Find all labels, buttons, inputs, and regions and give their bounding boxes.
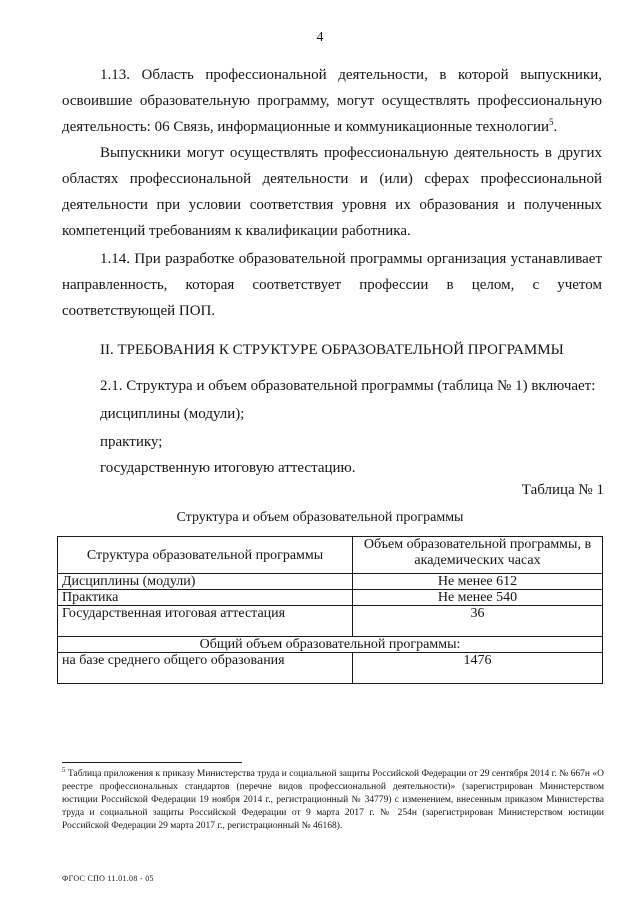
page-number: 4 (316, 30, 324, 45)
paragraph-graduates: Выпускники могут осуществлять профессиональную деятельность в других областях профессиональной деятельности и (или) сферах профессиональной деятельности при условии соответствия уровня их образования и полученных компетенций требованиям к квалификации работника. (62, 145, 602, 239)
row-name: Государственная итоговая аттестация (58, 606, 353, 637)
table-total-label-row (58, 637, 603, 653)
table-caption: Структура и объем образовательной программы (176, 510, 464, 525)
table-row (58, 574, 603, 590)
row-value: Не менее 540 (353, 590, 603, 606)
list-item-disciplines: дисциплины (модули); (100, 406, 245, 422)
list-item-practice: практику; (100, 434, 163, 450)
row-value: 1476 (353, 653, 603, 684)
header-structure: Структура образовательной программы (58, 537, 353, 574)
table-row (58, 606, 603, 637)
header-volume: Объем образовательной программы, в академических часах (353, 537, 603, 574)
table-label: Таблица № 1 (521, 482, 604, 498)
row-name: на базе среднего общего образования (58, 653, 353, 684)
total-label: Общий объем образовательной программы: (58, 637, 603, 653)
paragraph-1-14: 1.14. При разработке образовательной программы организация устанавливает направленность, которая соответствует профессии в целом, с учетом соответствующей ПОП. (62, 251, 602, 319)
list-item-attestation: государственную итоговую аттестацию. (100, 460, 356, 476)
footnote-divider (62, 762, 242, 763)
paragraph-1-13 (62, 62, 602, 140)
footnote-text: Таблица приложения к приказу Министерства труда и социальной защиты Российской Федерации от 29 сентября 2014 г. № 667н «О реестре профессиональных стандартов (перечне видов профессиональной деятельности)» (зарегистрирован Министерством юстиции Российской Федерации 19 ноября 2014 г., регистрационный № 34779) с изменением, внесенным приказом Министерства труда и социальной защиты Российской Федерации от 9 марта 2017 г. № 254н (зарегистрирован Министерством юстиции Российской Федерации 29 марта 2017 г., регистрационный № 46168). (62, 769, 605, 831)
row-value: Не менее 612 (353, 574, 603, 590)
row-name: Практика (58, 590, 353, 606)
paragraph-2-1: 2.1. Структура и объем образовательной программы (таблица № 1) включает: (100, 378, 596, 394)
footnote (62, 765, 605, 833)
footnote-ref: 5 (549, 117, 554, 127)
row-name: Дисциплины (модули) (58, 574, 353, 590)
paragraph-1-13-text: 1.13. Область профессиональной деятельности, в которой выпускники, освоившие образовательную программу, могут осуществлять профессиональную деятельность: 06 Связь, информационные и коммуникационные технологии (62, 67, 602, 135)
table-header-row (58, 537, 603, 574)
document-code: ФГОС СПО 11.01.08 - 05 (62, 874, 154, 883)
footnote-mark: 5 (62, 765, 66, 774)
table-row (58, 653, 603, 684)
table-row (58, 590, 603, 606)
section-heading: II. ТРЕБОВАНИЯ К СТРУКТУРЕ ОБРАЗОВАТЕЛЬНОЙ ПРОГРАММЫ (100, 342, 564, 358)
structure-table (57, 536, 603, 684)
row-value: 36 (353, 606, 603, 637)
paragraph-1-13-end: . (553, 119, 558, 135)
